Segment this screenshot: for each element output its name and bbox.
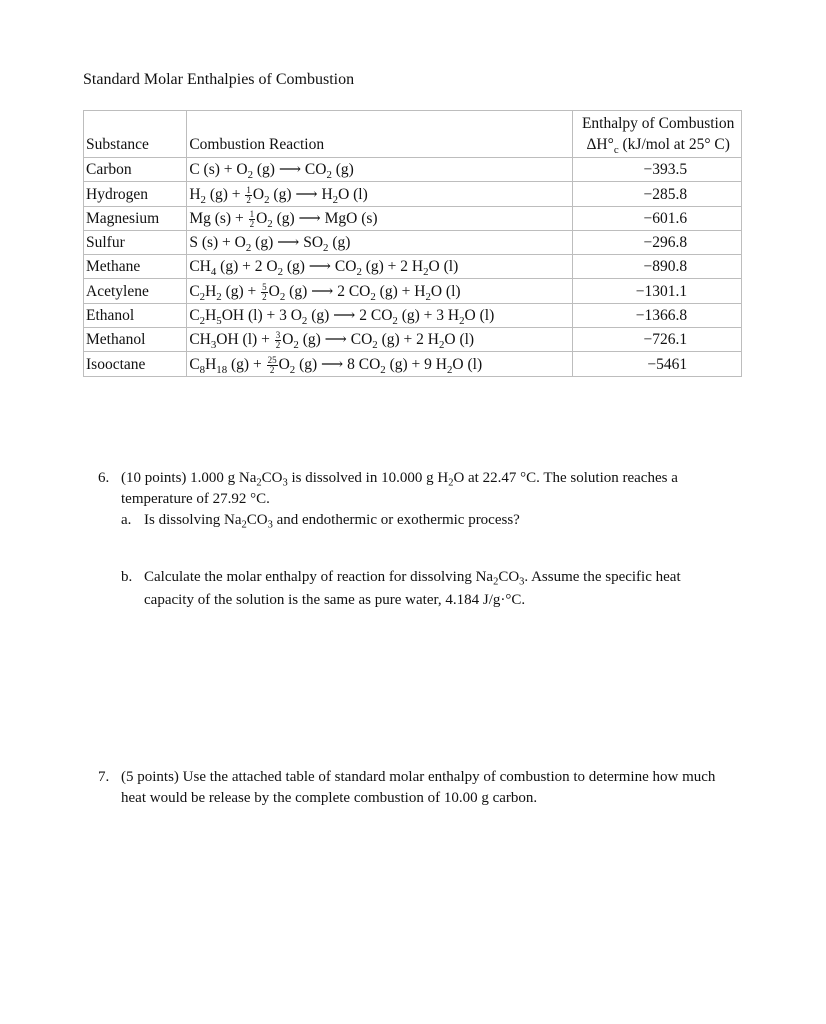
table-row [84,206,742,230]
reaction-equation: $C_8H_{18}$ (g) + $\frac{25}{2}$ $O_2$ (g) ⟶ 8 $CO_2$ (g) + 9 $H_2O$ (l) [187,352,573,376]
subquestion-label: b. [121,569,133,585]
page-title: Standard Molar Enthalpies of Combustion [83,71,355,88]
question-6-text: (10 points) 1.000 g $Na_2CO_3$ is dissolved in 10.000 g $H_2O$ at 22.47 °C. The solution reaches a temperature of 27.92 °C. [121,470,678,507]
reaction-equation: Mg (s) + $\frac{1}{2}$ $O_2$ (g) ⟶ MgO (s) [187,206,573,230]
enthalpy-value: −601.6 [573,206,742,230]
table-row [84,303,742,327]
table-row [84,328,742,352]
table-header-row [84,111,742,158]
question-6 [98,468,718,510]
substance-cell: Isooctane [84,352,187,376]
header-enthalpy-line2: $\Delta H^\circ_c$ (kJ/mol at 25° C) [586,136,730,156]
substance-cell: Hydrogen [84,182,187,206]
question-number: 6. [98,470,110,486]
reaction-equation: $C_2H_2$ (g) + $\frac{5}{2}$ $O_2$ (g) ⟶ 2 $CO_2$ $(g) + H_2O$ (l) [187,279,573,303]
reaction-equation: $C_2H_5OH$ (l) + 3 $O_2$ (g) ⟶ 2 $CO_2$ (g) + 3 $H_2O$ (l) [187,303,573,327]
question-6b [121,566,721,612]
table-row [84,182,742,206]
substance-cell: Magnesium [84,206,187,230]
substance-cell: Acetylene [84,279,187,303]
substance-cell: Ethanol [84,303,187,327]
enthalpy-value: −285.8 [573,182,742,206]
reaction-equation: S $(s) + O_2$ (g) ⟶ $SO_2$ (g) [187,230,573,254]
question-6a-text: Is dissolving $Na_2CO_3$ and endothermic or exothermic process? [144,512,520,531]
substance-cell: Methanol [84,328,187,352]
header-substance: Substance [84,111,187,158]
enthalpy-value: −296.8 [573,230,742,254]
enthalpy-value: −1301.1 [573,279,742,303]
enthalpy-table [83,110,742,377]
enthalpy-value: −726.1 [573,328,742,352]
subquestion-label: a. [121,512,132,528]
table-row [84,352,742,376]
header-enthalpy-line1: Enthalpy of Combustion [581,115,735,132]
enthalpy-value: −1366.8 [573,303,742,327]
question-number: 7. [98,769,110,785]
question-7-text: (5 points) Use the attached table of standard molar enthalpy of combustion to determine how much heat would be release by the complete combustion of 10.00 g carbon. [121,769,716,806]
enthalpy-value: −5461 [573,352,742,376]
reaction-equation: $CH_4$ (g) + 2 $O_2$ (g) ⟶ $CO_2$ (g) + 2 $H_2O$ (l) [187,255,573,279]
table-row [84,255,742,279]
question-7 [98,767,718,809]
substance-cell: Methane [84,255,187,279]
table-row [84,279,742,303]
question-6b-text: Calculate the molar enthalpy of reaction for dissolving $Na_2CO_3$. Assume the specific heat capacity of the solution is the same as pure water, 4.184 J/g·°C. [144,569,681,608]
substance-cell: Sulfur [84,230,187,254]
question-6a [121,509,721,532]
table-row [84,158,742,182]
reaction-equation: C $(s) + O_2$ (g) ⟶ $CO_2$ (g) [187,158,573,182]
reaction-equation: $CH_3OH$ (l) + $\frac{3}{2}$ $O_2$ (g) ⟶ $CO_2$ (g) + 2 $H_2O$ (l) [187,328,573,352]
enthalpy-value: −393.5 [573,158,742,182]
reaction-equation: $H_2$ (g) + $\frac{1}{2}$ $O_2$ (g) ⟶ $H_2O$ (l) [187,182,573,206]
substance-cell: Carbon [84,158,187,182]
header-reaction: Combustion Reaction [187,111,573,158]
enthalpy-value: −890.8 [573,255,742,279]
table-row [84,230,742,254]
header-enthalpy [573,111,742,158]
